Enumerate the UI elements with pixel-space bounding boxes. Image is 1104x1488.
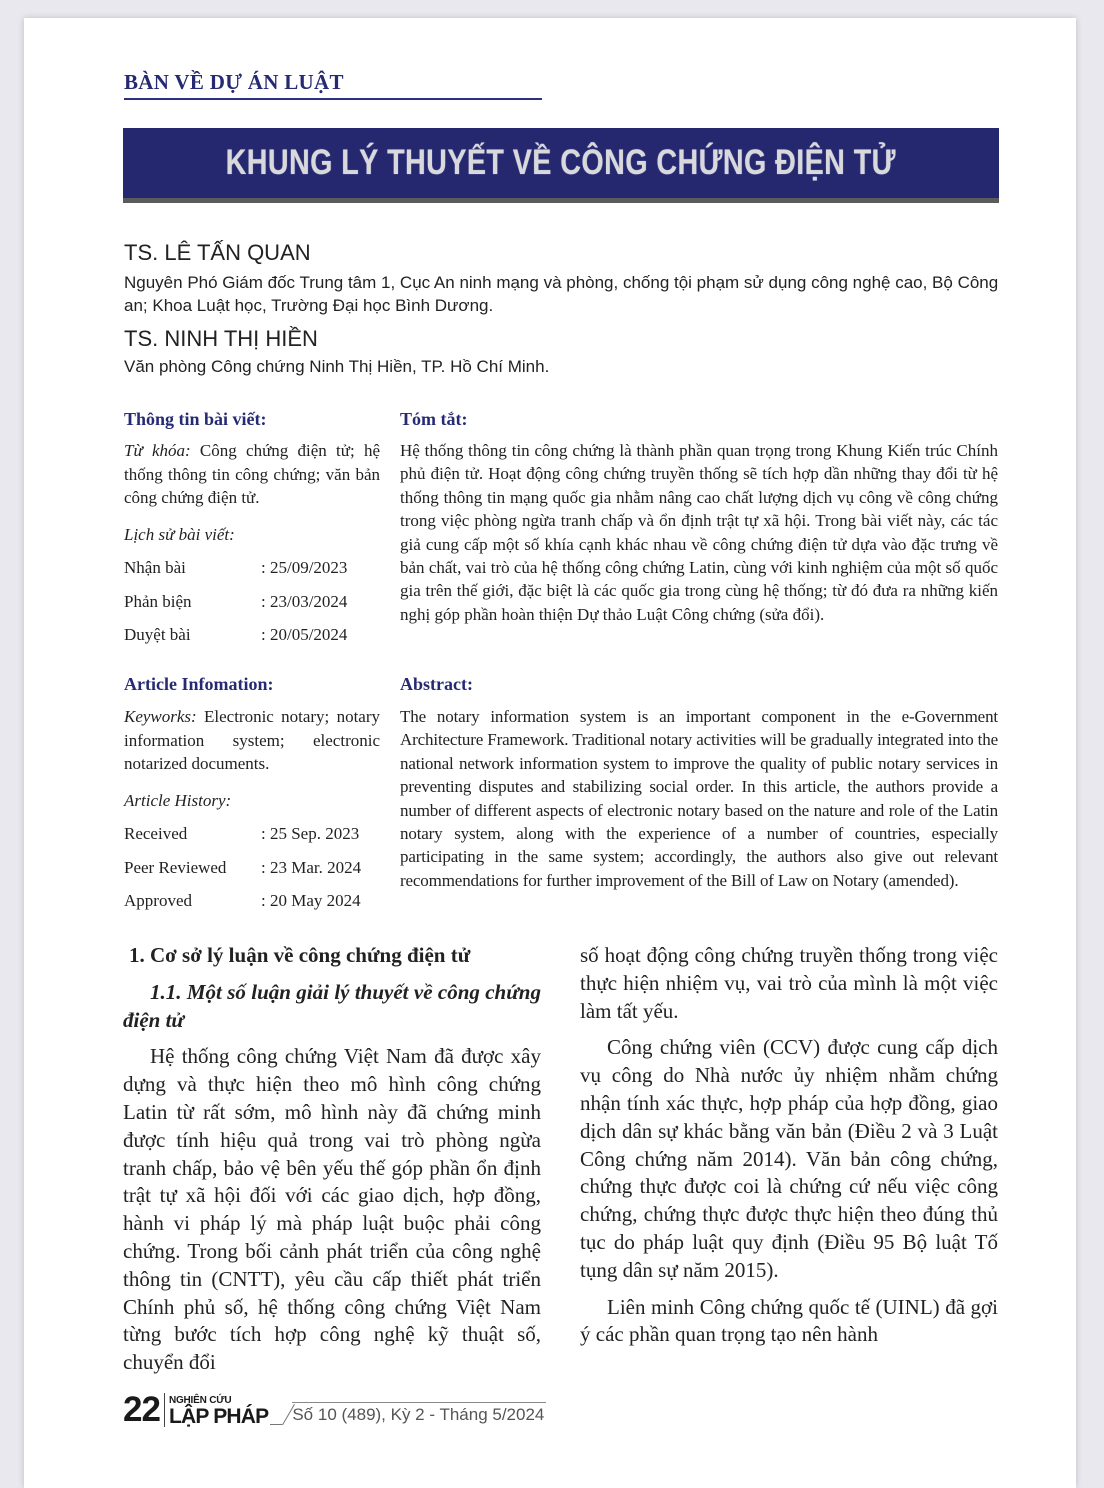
history-vi-label: Lịch sử bài viết: [124,524,235,544]
history-en-row [124,856,380,880]
history-en-key: Peer Reviewed [124,857,227,877]
author-name-1: TS. LÊ TẤN QUAN [124,240,311,265]
body-left-column [123,942,541,1377]
author-name-2: TS. NINH THỊ HIỀN [124,326,318,351]
footer-slash-divider [270,1405,298,1427]
section-heading-1: 1. Cơ sở lý luận về công chứng điện tử [129,943,471,967]
info-en-block [124,705,380,913]
subsection-heading-1-1: 1.1. Một số luận giải lý thuyết về công chứng điện tử [123,979,541,1032]
history-vi-value: : 23/03/2024 [261,591,348,611]
info-en-heading: Article Infomation: [124,674,274,694]
history-en-label: Article History: [124,790,232,810]
body-paragraph-continuation: số hoạt động công chứng truyền thống trong việc thực hiện nhiệm vụ, vai trò của mình là một việc làm tất yếu. [580,943,998,1023]
journal-logo [169,1396,268,1427]
journal-name-top: NGHIÊN CỨU [168,1395,232,1406]
keywords-vi-label: Từ khóa: [124,441,191,460]
history-vi-value: : 25/09/2023 [261,558,348,577]
history-en-key: Received [124,824,188,843]
page-footer [123,1390,546,1429]
body-paragraph: Liên minh Công chứng quốc tế (UINL) đã gợi ý các phần quan trọng tạo nên hành [580,1294,998,1347]
history-vi-row [124,556,380,580]
abstract-vi-heading: Tóm tắt: [400,409,468,429]
history-vi-row [124,590,380,614]
body-paragraph: Công chứng viên (CCV) được cung cấp dịch vụ công do Nhà nước ủy nhiệm nhằm chứng nhận tính xác thực, hợp pháp của hợp đồng, giao dịch dân sự khác bằng văn bản (Điều 2 và 3 Luật Công chứng năm 2014). Văn bản công chứng, chứng thực được coi là chứng cứ nếu việc công chứng, chứng thực được thực hiện theo đúng thủ tục do pháp luật quy định (Điều 95 Bộ luật Tố tụng dân sự năm 2015). [580,1035,998,1282]
history-en-value: : 23 Mar. 2024 [261,857,362,877]
history-vi-value: : 20/05/2024 [261,625,348,644]
body-paragraph: Hệ thống công chứng Việt Nam đã được xây dựng và thực hiện theo mô hình công chứng Latin từ rất sớm, mô hình này đã chứng minh được tính hiệu quả trong vai trò phòng ngừa tranh chấp, bảo vệ bên yếu thế góp phần ổn định trật tự xã hội đối với các giao dịch, hợp đồng, hành vi pháp lý mà pháp luật buộc phải công chứng. Trong bối cảnh phát triển của công nghệ thông tin (CNTT), yêu cầu cấp thiết phát triển Chính phủ số, hệ thống công chứng Việt Nam từng bước tích hợp công nghệ kỹ thuật số, chuyển đổi [123,1044,541,1375]
history-vi-row [124,623,380,647]
history-en-row [124,889,380,913]
keywords-en-label: Keyworks: [124,707,197,726]
abstract-vi-text: Hệ thống thông tin công chứng là thành phần quan trọng trong Khung Kiến trúc Chính phủ điện tử. Hoạt động công chứng truyền thống sẽ tích hợp dần những thay đổi từ hệ thống thông tin mạng quốc gia nhằm nâng cao chất lượng dịch vụ công về công chứng trong việc phòng ngừa tranh chấp và ổn định trật tự xã hội. Trong bài viết này, các tác giả cung cấp một số khía cạnh khác nhau về công chứng điện tử dựa vào đặc trưng về bản chất, vai trò của hệ thống công chứng Latin, cùng với kinh nghiệm của một số quốc gia trên thế giới, đặc biệt là các quốc gia trong cùng hệ thống; từ đó đưa ra những kiến nghị góp phần hoàn thiện Dự thảo Luật Công chứng (sửa đổi). [400,441,998,624]
info-vi-block [124,439,380,647]
keywords-en-text: Electronic notary; notary information system; electronic notarized documents. [124,707,380,773]
abstract-en-text: The notary information system is an important component in the e-Government Architecture Framework. Traditional notary activities will be gradually integrated into the national network information system to improve the quality of public notary services in preventing disputes and stabilizing social order. In this article, the authors provide a number of different aspects of electronic notary based on the nature and role of the Latin notary system, along with the experience of a number of countries, especially participating in the same system; accordingly, the authors also give out relevant recommendations for further improvement of the Bill of Law on Notary (amended). [400,707,998,890]
info-vi-heading: Thông tin bài viết: [124,409,267,429]
keywords-en [124,705,380,776]
history-vi-key: Phản biện [124,591,192,611]
body-right-column [580,942,998,1349]
keywords-vi-text: Công chứng điện tử; hệ thống thông tin công chứng; văn bản công chứng điện tử. [124,441,380,507]
abstract-en-heading: Abstract: [400,674,473,694]
history-vi-key: Duyệt bài [124,625,191,644]
history-en-value: : 20 May 2024 [261,891,361,910]
section-rule-divider [124,98,542,100]
history-vi-key: Nhận bài [124,558,186,577]
page-number: 22 [123,1393,165,1427]
author-affiliation-2: Văn phòng Công chứng Ninh Thị Hiền, TP. Hồ Chí Minh. [124,357,550,376]
journal-name-bottom: LẬP PHÁP [168,1405,269,1428]
title-banner [123,128,999,203]
article-title: KHUNG LÝ THUYẾT VỀ CÔNG CHỨNG ĐIỆN TỬ [225,143,897,182]
history-en-row [124,822,380,846]
issue-info: Số 10 (489), Kỳ 2 - Tháng 5/2024 [292,1402,546,1425]
history-en-value: : 25 Sep. 2023 [261,824,360,843]
keywords-vi [124,439,380,510]
author-affiliation-1: Nguyên Phó Giám đốc Trung tâm 1, Cục An ninh mạng và phòng, chống tội phạm sử dụng công nghệ cao, Bộ Công an; Khoa Luật học, Trường Đại học Bình Dương. [124,273,999,315]
section-label: BÀN VỀ DỰ ÁN LUẬT [124,70,344,94]
history-en-key: Approved [124,891,192,910]
